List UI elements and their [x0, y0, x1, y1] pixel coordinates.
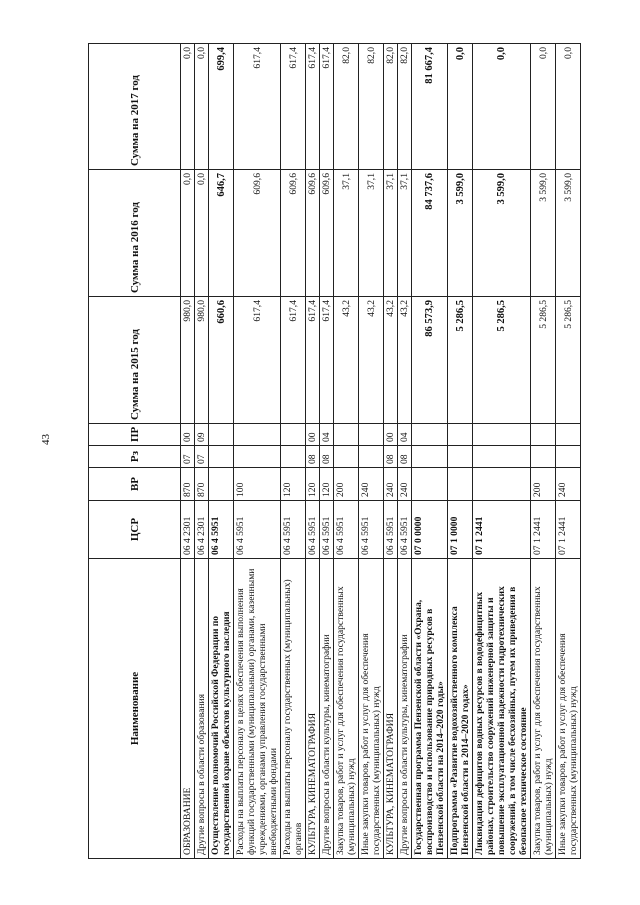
cell-pr [412, 424, 448, 446]
cell-pr: 09 [195, 424, 209, 446]
table-row [334, 44, 359, 859]
table-row [473, 44, 531, 859]
cell-sum-2017: 82,0 [334, 44, 359, 170]
cell-vr: 120 [320, 468, 334, 501]
cell-sum-2016: 3 599,0 [448, 170, 473, 297]
table-row [181, 44, 195, 859]
cell-rz: 08 [320, 446, 334, 468]
cell-csr: 06 4 5951 [384, 501, 398, 559]
cell-csr: 06 4 2301 [181, 501, 195, 559]
cell-vr: 120 [306, 468, 320, 501]
header-vr: ВР [89, 468, 181, 501]
cell-sum-2015: 5 286,5 [448, 297, 473, 424]
cell-vr [209, 468, 234, 501]
cell-sum-2017: 617,4 [320, 44, 334, 170]
cell-csr: 07 0 0000 [412, 501, 448, 559]
cell-sum-2015: 43,2 [384, 297, 398, 424]
cell-sum-2017: 699,4 [209, 44, 234, 170]
cell-rz [281, 446, 306, 468]
cell-name: Другие вопросы в области образования [195, 559, 209, 859]
table-row [412, 44, 448, 859]
cell-rz [412, 446, 448, 468]
cell-vr: 240 [398, 468, 412, 501]
cell-rz [473, 446, 531, 468]
cell-csr: 07 1 2441 [473, 501, 531, 559]
cell-vr: 240 [384, 468, 398, 501]
cell-vr: 870 [181, 468, 195, 501]
cell-sum-2017: 617,4 [306, 44, 320, 170]
cell-rz: 08 [306, 446, 320, 468]
cell-name: Ликвидация дефицитов водных ресурсов в вододефицитных районах, строительство сооружений инженерной защиты и повышение эксплуатационной надежности гидротехнических сооружений, в том числе бесхозяйных, путем их приведения в безопасное техническое состояние [473, 559, 531, 859]
cell-csr: 06 4 5951 [209, 501, 234, 559]
cell-sum-2015: 617,4 [306, 297, 320, 424]
table-body [181, 44, 581, 859]
cell-sum-2016: 609,6 [320, 170, 334, 297]
cell-sum-2017: 82,0 [359, 44, 384, 170]
table-row [398, 44, 412, 859]
cell-sum-2015: 43,2 [398, 297, 412, 424]
cell-sum-2017: 0,0 [448, 44, 473, 170]
cell-pr: 04 [398, 424, 412, 446]
cell-csr: 07 1 0000 [448, 501, 473, 559]
cell-csr: 06 4 5951 [334, 501, 359, 559]
cell-vr [448, 468, 473, 501]
header-name: Наименование [89, 559, 181, 859]
cell-sum-2015: 617,4 [281, 297, 306, 424]
cell-sum-2016: 609,6 [281, 170, 306, 297]
cell-sum-2015: 5 286,5 [473, 297, 531, 424]
cell-sum-2015: 980,0 [195, 297, 209, 424]
cell-name: Расходы на выплаты персоналу в целях обеспечения выполнения функций государственными (муниципальными) органами, казенными учреждениями, органами управления государственными внебюджетными фондами [234, 559, 281, 859]
header-sum-2016: Сумма на 2016 год [89, 170, 181, 297]
cell-sum-2015: 617,4 [320, 297, 334, 424]
cell-rz: 07 [181, 446, 195, 468]
cell-vr: 120 [281, 468, 306, 501]
cell-sum-2017: 617,4 [281, 44, 306, 170]
cell-sum-2015: 43,2 [359, 297, 384, 424]
cell-pr: 04 [320, 424, 334, 446]
header-rz: Рз [89, 446, 181, 468]
cell-sum-2017: 0,0 [473, 44, 531, 170]
cell-pr [473, 424, 531, 446]
cell-vr: 200 [334, 468, 359, 501]
table-row [384, 44, 398, 859]
cell-rz: 07 [195, 446, 209, 468]
cell-sum-2017: 0,0 [556, 44, 581, 170]
cell-name: Иные закупки товаров, работ и услуг для обеспечения государственных (муниципальных) нужд [359, 559, 384, 859]
cell-sum-2016: 3 599,0 [473, 170, 531, 297]
cell-sum-2016: 609,6 [306, 170, 320, 297]
cell-pr [209, 424, 234, 446]
cell-vr [473, 468, 531, 501]
cell-sum-2016: 37,1 [334, 170, 359, 297]
budget-table [88, 43, 581, 859]
cell-sum-2016: 37,1 [384, 170, 398, 297]
cell-csr: 06 4 5951 [359, 501, 384, 559]
table-row [234, 44, 281, 859]
cell-sum-2015: 660,6 [209, 297, 234, 424]
table-row [531, 44, 556, 859]
cell-pr [448, 424, 473, 446]
cell-vr [412, 468, 448, 501]
cell-sum-2016: 37,1 [398, 170, 412, 297]
cell-rz [234, 446, 281, 468]
cell-rz: 08 [398, 446, 412, 468]
cell-sum-2017: 82,0 [384, 44, 398, 170]
cell-pr [334, 424, 359, 446]
cell-name: Расходы на выплаты персоналу государственных (муниципальных) органов [281, 559, 306, 859]
cell-sum-2016: 37,1 [359, 170, 384, 297]
cell-sum-2017: 82,0 [398, 44, 412, 170]
page-number: 43 [40, 434, 52, 445]
cell-rz [448, 446, 473, 468]
cell-rz [556, 446, 581, 468]
cell-csr: 06 4 5951 [398, 501, 412, 559]
header-sum-2017: Сумма на 2017 год [89, 44, 181, 170]
cell-sum-2016: 0,0 [181, 170, 195, 297]
cell-csr: 07 1 2441 [531, 501, 556, 559]
header-pr: ПР [89, 424, 181, 446]
table-header-row [89, 44, 181, 859]
cell-rz [359, 446, 384, 468]
cell-sum-2016: 3 599,0 [556, 170, 581, 297]
table-row [359, 44, 384, 859]
cell-vr: 870 [195, 468, 209, 501]
cell-name: Другие вопросы в области культуры, кинематографии [398, 559, 412, 859]
cell-sum-2017: 0,0 [195, 44, 209, 170]
cell-name: Государственная программа Пензенской области «Охрана, воспроизводство и использование природных ресурсов в Пензенской области на 2014–2020 годы» [412, 559, 448, 859]
cell-name: Подпрограмма «Развитие водохозяйственного комплекса Пензенской области в 2014–2020 годах» [448, 559, 473, 859]
cell-csr: 06 4 5951 [234, 501, 281, 559]
cell-rz [531, 446, 556, 468]
cell-pr [234, 424, 281, 446]
budget-table-container [88, 44, 611, 859]
table-row [281, 44, 306, 859]
cell-vr: 100 [234, 468, 281, 501]
cell-pr: 00 [306, 424, 320, 446]
cell-name: Другие вопросы в области культуры, кинематографии [320, 559, 334, 859]
cell-pr: 00 [384, 424, 398, 446]
cell-name: ОБРАЗОВАНИЕ [181, 559, 195, 859]
cell-csr: 06 4 2301 [195, 501, 209, 559]
cell-rz [334, 446, 359, 468]
table-row [320, 44, 334, 859]
cell-name: КУЛЬТУРА, КИНЕМАТОГРАФИЯ [384, 559, 398, 859]
cell-sum-2015: 5 286,5 [556, 297, 581, 424]
cell-name: Закупка товаров, работ и услуг для обеспечения государственных (муниципальных) нужд [334, 559, 359, 859]
cell-pr [556, 424, 581, 446]
cell-sum-2016: 3 599,0 [531, 170, 556, 297]
cell-sum-2016: 646,7 [209, 170, 234, 297]
cell-sum-2017: 0,0 [181, 44, 195, 170]
cell-pr [531, 424, 556, 446]
cell-rz [209, 446, 234, 468]
cell-csr: 06 4 5951 [320, 501, 334, 559]
cell-pr: 00 [181, 424, 195, 446]
cell-csr: 06 4 5951 [306, 501, 320, 559]
cell-sum-2015: 980,0 [181, 297, 195, 424]
cell-sum-2017: 0,0 [531, 44, 556, 170]
cell-sum-2015: 617,4 [234, 297, 281, 424]
header-csr: ЦСР [89, 501, 181, 559]
cell-name: Иные закупки товаров, работ и услуг для обеспечения государственных (муниципальных) нужд [556, 559, 581, 859]
table-row [209, 44, 234, 859]
cell-name: Закупка товаров, работ и услуг для обеспечения государственных (муниципальных) нужд [531, 559, 556, 859]
cell-vr: 200 [531, 468, 556, 501]
header-sum-2015: Сумма на 2015 год [89, 297, 181, 424]
cell-sum-2016: 0,0 [195, 170, 209, 297]
cell-sum-2015: 86 573,9 [412, 297, 448, 424]
cell-sum-2016: 609,6 [234, 170, 281, 297]
cell-vr: 240 [359, 468, 384, 501]
cell-pr [359, 424, 384, 446]
table-row [448, 44, 473, 859]
cell-sum-2016: 84 737,6 [412, 170, 448, 297]
cell-csr: 06 4 5951 [281, 501, 306, 559]
cell-name: Осуществление полномочий Российской Федерации по государственной охране объектов культурного наследия [209, 559, 234, 859]
table-row [306, 44, 320, 859]
cell-csr: 07 1 2441 [556, 501, 581, 559]
table-row [195, 44, 209, 859]
cell-name: КУЛЬТУРА, КИНЕМАТОГРАФИЯ [306, 559, 320, 859]
cell-sum-2015: 43,2 [334, 297, 359, 424]
cell-sum-2017: 617,4 [234, 44, 281, 170]
cell-sum-2015: 5 286,5 [531, 297, 556, 424]
cell-rz: 08 [384, 446, 398, 468]
cell-vr: 240 [556, 468, 581, 501]
cell-pr [281, 424, 306, 446]
cell-sum-2017: 81 667,4 [412, 44, 448, 170]
table-row [556, 44, 581, 859]
